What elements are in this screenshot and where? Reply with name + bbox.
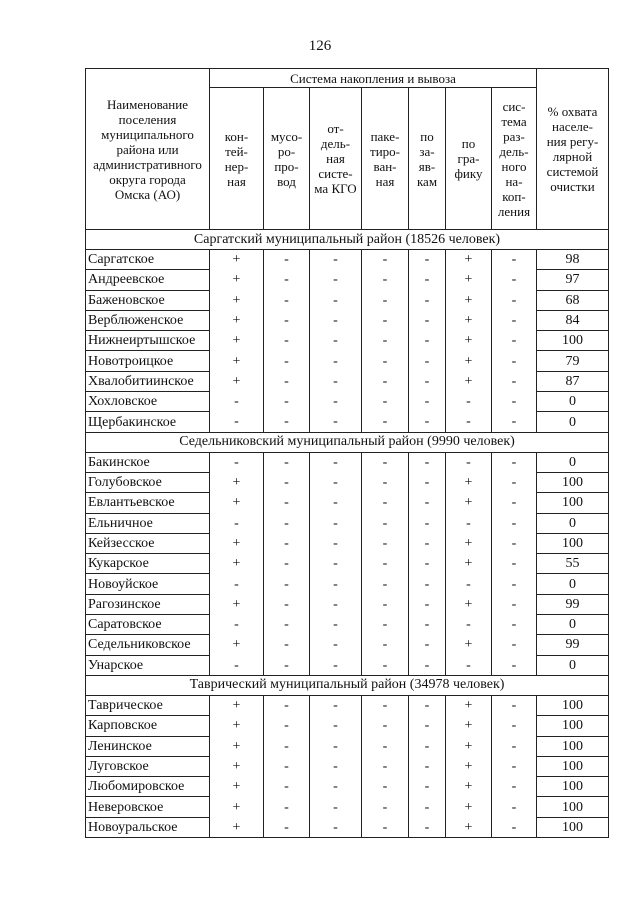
system-cell-6: - <box>446 392 492 412</box>
system-cell-1: + <box>210 533 264 553</box>
system-cell-5: - <box>409 615 446 635</box>
settlement-name: Бакинское <box>86 452 210 472</box>
table-row <box>86 695 609 715</box>
table-row <box>86 554 609 574</box>
coverage-percent: 100 <box>537 472 609 492</box>
system-cell-3: - <box>310 513 362 533</box>
system-cell-5: - <box>409 371 446 391</box>
system-cell-1: - <box>210 452 264 472</box>
system-cell-6: + <box>446 716 492 736</box>
system-cell-6: + <box>446 594 492 614</box>
settlement-name: Новоуральское <box>86 817 210 837</box>
settlement-name: Кукарское <box>86 554 210 574</box>
system-cell-7: - <box>492 392 537 412</box>
system-cell-1: - <box>210 574 264 594</box>
system-cell-5: - <box>409 250 446 270</box>
system-cell-3: - <box>310 756 362 776</box>
subheader-col-4: паке- тиро- ван- ная <box>362 88 409 230</box>
system-cell-6: + <box>446 331 492 351</box>
system-cell-6: + <box>446 635 492 655</box>
system-cell-2: - <box>264 513 310 533</box>
system-cell-1: + <box>210 270 264 290</box>
table-row <box>86 736 609 756</box>
settlement-name: Евлантьевское <box>86 493 210 513</box>
coverage-percent: 99 <box>537 635 609 655</box>
system-cell-2: - <box>264 290 310 310</box>
system-cell-6: + <box>446 290 492 310</box>
table-row <box>86 817 609 837</box>
coverage-percent: 100 <box>537 533 609 553</box>
settlement-name: Кейзесское <box>86 533 210 553</box>
system-cell-1: - <box>210 615 264 635</box>
system-cell-3: - <box>310 493 362 513</box>
section-header <box>86 432 609 452</box>
system-cell-5: - <box>409 533 446 553</box>
coverage-percent: 0 <box>537 615 609 635</box>
settlement-name: Карповское <box>86 716 210 736</box>
system-cell-4: - <box>362 817 409 837</box>
system-cell-7: - <box>492 716 537 736</box>
coverage-percent: 0 <box>537 452 609 472</box>
system-cell-6: - <box>446 574 492 594</box>
system-cell-4: - <box>362 736 409 756</box>
coverage-percent: 99 <box>537 594 609 614</box>
system-cell-3: - <box>310 716 362 736</box>
system-cell-3: - <box>310 574 362 594</box>
system-cell-1: + <box>210 777 264 797</box>
table-row <box>86 331 609 351</box>
coverage-percent: 100 <box>537 777 609 797</box>
system-cell-4: - <box>362 290 409 310</box>
table-row <box>86 412 609 432</box>
table-row <box>86 310 609 330</box>
system-cell-3: - <box>310 290 362 310</box>
coverage-percent: 55 <box>537 554 609 574</box>
system-cell-3: - <box>310 635 362 655</box>
table-row <box>86 574 609 594</box>
coverage-percent: 100 <box>537 736 609 756</box>
system-cell-5: - <box>409 574 446 594</box>
system-cell-4: - <box>362 412 409 432</box>
system-cell-2: - <box>264 472 310 492</box>
system-cell-2: - <box>264 412 310 432</box>
system-cell-1: + <box>210 310 264 330</box>
system-cell-2: - <box>264 554 310 574</box>
settlement-name: Рагозинское <box>86 594 210 614</box>
system-cell-4: - <box>362 594 409 614</box>
system-cell-5: - <box>409 817 446 837</box>
system-cell-5: - <box>409 797 446 817</box>
system-cell-2: - <box>264 574 310 594</box>
system-cell-1: + <box>210 493 264 513</box>
system-cell-6: + <box>446 533 492 553</box>
system-cell-1: + <box>210 797 264 817</box>
system-cell-1: + <box>210 554 264 574</box>
system-cell-1: + <box>210 756 264 776</box>
system-cell-6: - <box>446 513 492 533</box>
system-cell-4: - <box>362 472 409 492</box>
system-cell-7: - <box>492 513 537 533</box>
table-row <box>86 493 609 513</box>
system-cell-5: - <box>409 392 446 412</box>
system-cell-2: - <box>264 615 310 635</box>
table-row <box>86 371 609 391</box>
system-cell-1: - <box>210 412 264 432</box>
system-cell-6: + <box>446 777 492 797</box>
header-pct-col <box>537 69 609 230</box>
system-cell-1: - <box>210 655 264 675</box>
system-cell-3: - <box>310 817 362 837</box>
system-cell-5: - <box>409 472 446 492</box>
system-cell-2: - <box>264 331 310 351</box>
coverage-percent: 100 <box>537 817 609 837</box>
system-cell-4: - <box>362 554 409 574</box>
system-cell-7: - <box>492 533 537 553</box>
table-row <box>86 250 609 270</box>
system-cell-6: + <box>446 695 492 715</box>
system-cell-5: - <box>409 695 446 715</box>
coverage-percent: 100 <box>537 493 609 513</box>
coverage-percent: 100 <box>537 716 609 736</box>
system-cell-1: + <box>210 736 264 756</box>
system-cell-2: - <box>264 777 310 797</box>
table-row <box>86 716 609 736</box>
settlement-name: Голубовское <box>86 472 210 492</box>
system-cell-1: + <box>210 716 264 736</box>
table-row <box>86 777 609 797</box>
coverage-percent: 87 <box>537 371 609 391</box>
system-cell-4: - <box>362 777 409 797</box>
system-cell-5: - <box>409 635 446 655</box>
system-cell-7: - <box>492 655 537 675</box>
system-cell-5: - <box>409 351 446 371</box>
header-name-text: Наименование поселения муниципального района или административного округа города Омска (АО) <box>93 96 202 202</box>
coverage-percent: 0 <box>537 412 609 432</box>
system-cell-3: - <box>310 351 362 371</box>
table-row <box>86 290 609 310</box>
system-cell-4: - <box>362 493 409 513</box>
system-cell-2: - <box>264 716 310 736</box>
system-cell-4: - <box>362 756 409 776</box>
coverage-percent: 100 <box>537 695 609 715</box>
settlement-name: Ленинское <box>86 736 210 756</box>
system-cell-3: - <box>310 250 362 270</box>
subheader-col-5: по за- яв- кам <box>409 88 446 230</box>
table-row <box>86 270 609 290</box>
settlement-name: Новотроицкое <box>86 351 210 371</box>
system-cell-1: + <box>210 351 264 371</box>
header-name-col <box>86 69 210 230</box>
system-cell-7: - <box>492 270 537 290</box>
system-cell-1: + <box>210 594 264 614</box>
system-cell-5: - <box>409 716 446 736</box>
system-cell-7: - <box>492 736 537 756</box>
system-cell-6: + <box>446 736 492 756</box>
section-title: Таврический муниципальный район (34978 человек) <box>86 675 609 695</box>
system-cell-5: - <box>409 310 446 330</box>
waste-collection-table <box>85 68 609 838</box>
system-cell-7: - <box>492 797 537 817</box>
system-cell-3: - <box>310 777 362 797</box>
system-cell-1: + <box>210 817 264 837</box>
system-cell-7: - <box>492 412 537 432</box>
system-cell-3: - <box>310 695 362 715</box>
settlement-name: Щербакинское <box>86 412 210 432</box>
system-cell-7: - <box>492 452 537 472</box>
settlement-name: Хохловское <box>86 392 210 412</box>
section-header <box>86 230 609 250</box>
system-cell-6: + <box>446 250 492 270</box>
settlement-name: Неверовское <box>86 797 210 817</box>
subheader-col-3: от- дель- ная систе- ма КГО <box>310 88 362 230</box>
settlement-name: Саргатское <box>86 250 210 270</box>
system-cell-3: - <box>310 594 362 614</box>
coverage-percent: 100 <box>537 756 609 776</box>
system-cell-4: - <box>362 716 409 736</box>
settlement-name: Любомировское <box>86 777 210 797</box>
system-cell-2: - <box>264 493 310 513</box>
system-cell-4: - <box>362 452 409 472</box>
system-cell-6: + <box>446 817 492 837</box>
coverage-percent: 97 <box>537 270 609 290</box>
subheader-col-2: мусо- ро- про- вод <box>264 88 310 230</box>
system-cell-4: - <box>362 695 409 715</box>
system-cell-4: - <box>362 371 409 391</box>
system-cell-7: - <box>492 371 537 391</box>
system-cell-5: - <box>409 290 446 310</box>
system-cell-5: - <box>409 736 446 756</box>
subheader-col-1: кон- тей- нер- ная <box>210 88 264 230</box>
system-cell-5: - <box>409 777 446 797</box>
system-cell-6: - <box>446 412 492 432</box>
system-cell-5: - <box>409 270 446 290</box>
settlement-name: Верблюженское <box>86 310 210 330</box>
system-cell-5: - <box>409 756 446 776</box>
system-cell-5: - <box>409 655 446 675</box>
settlement-name: Таврическое <box>86 695 210 715</box>
system-cell-1: + <box>210 331 264 351</box>
system-cell-5: - <box>409 594 446 614</box>
system-cell-7: - <box>492 635 537 655</box>
system-cell-7: - <box>492 817 537 837</box>
system-cell-3: - <box>310 452 362 472</box>
system-cell-5: - <box>409 513 446 533</box>
system-cell-3: - <box>310 797 362 817</box>
system-cell-6: - <box>446 615 492 635</box>
coverage-percent: 98 <box>537 250 609 270</box>
system-cell-1: + <box>210 371 264 391</box>
table-row <box>86 513 609 533</box>
coverage-percent: 100 <box>537 797 609 817</box>
system-cell-4: - <box>362 513 409 533</box>
system-cell-2: - <box>264 594 310 614</box>
header-pct-text: % охвата населе- ния регу- лярной системой очистки <box>546 104 599 194</box>
coverage-percent: 100 <box>537 331 609 351</box>
settlement-name: Седельниковское <box>86 635 210 655</box>
system-cell-4: - <box>362 270 409 290</box>
system-cell-2: - <box>264 351 310 371</box>
system-cell-3: - <box>310 655 362 675</box>
system-cell-4: - <box>362 250 409 270</box>
system-cell-7: - <box>492 472 537 492</box>
settlement-name: Хвалобитиинское <box>86 371 210 391</box>
system-cell-5: - <box>409 452 446 472</box>
table-row <box>86 655 609 675</box>
system-cell-3: - <box>310 412 362 432</box>
system-cell-7: - <box>492 493 537 513</box>
system-cell-7: - <box>492 310 537 330</box>
system-cell-7: - <box>492 574 537 594</box>
coverage-percent: 0 <box>537 655 609 675</box>
system-cell-3: - <box>310 472 362 492</box>
system-cell-7: - <box>492 615 537 635</box>
system-cell-2: - <box>264 817 310 837</box>
section-title: Седельниковский муниципальный район (9990 человек) <box>86 432 609 452</box>
system-cell-5: - <box>409 412 446 432</box>
system-cell-6: + <box>446 270 492 290</box>
system-cell-3: - <box>310 533 362 553</box>
settlement-name: Нижнеиртышское <box>86 331 210 351</box>
system-cell-2: - <box>264 371 310 391</box>
system-cell-7: - <box>492 290 537 310</box>
section-title: Саргатский муниципальный район (18526 человек) <box>86 230 609 250</box>
coverage-percent: 0 <box>537 392 609 412</box>
system-cell-5: - <box>409 331 446 351</box>
system-cell-3: - <box>310 392 362 412</box>
table-row <box>86 756 609 776</box>
system-cell-1: - <box>210 513 264 533</box>
subheader-col-7: сис- тема раз- дель- ного на- коп- ления <box>492 88 537 230</box>
system-cell-3: - <box>310 270 362 290</box>
table-row <box>86 594 609 614</box>
system-cell-2: - <box>264 533 310 553</box>
system-cell-7: - <box>492 250 537 270</box>
table-row <box>86 615 609 635</box>
system-cell-4: - <box>362 310 409 330</box>
system-cell-4: - <box>362 351 409 371</box>
system-cell-6: + <box>446 310 492 330</box>
system-cell-3: - <box>310 554 362 574</box>
system-cell-1: + <box>210 290 264 310</box>
section-header <box>86 675 609 695</box>
system-cell-4: - <box>362 655 409 675</box>
settlement-name: Андреевское <box>86 270 210 290</box>
settlement-name: Саратовское <box>86 615 210 635</box>
table-row <box>86 797 609 817</box>
system-cell-2: - <box>264 756 310 776</box>
header-group: Система накопления и вывоза <box>210 69 537 88</box>
system-cell-1: + <box>210 695 264 715</box>
table-row <box>86 635 609 655</box>
system-cell-4: - <box>362 615 409 635</box>
system-cell-2: - <box>264 655 310 675</box>
settlement-name: Унарское <box>86 655 210 675</box>
system-cell-6: - <box>446 655 492 675</box>
system-cell-6: + <box>446 472 492 492</box>
system-cell-3: - <box>310 310 362 330</box>
system-cell-7: - <box>492 756 537 776</box>
system-cell-2: - <box>264 736 310 756</box>
settlement-name: Луговское <box>86 756 210 776</box>
system-cell-7: - <box>492 331 537 351</box>
system-cell-7: - <box>492 695 537 715</box>
system-cell-6: + <box>446 797 492 817</box>
system-cell-6: + <box>446 554 492 574</box>
table-row <box>86 392 609 412</box>
system-cell-2: - <box>264 695 310 715</box>
table-row <box>86 533 609 553</box>
system-cell-7: - <box>492 594 537 614</box>
coverage-percent: 79 <box>537 351 609 371</box>
system-cell-2: - <box>264 452 310 472</box>
system-cell-4: - <box>362 392 409 412</box>
system-cell-2: - <box>264 270 310 290</box>
system-cell-1: - <box>210 392 264 412</box>
system-cell-7: - <box>492 554 537 574</box>
system-cell-3: - <box>310 331 362 351</box>
coverage-percent: 0 <box>537 574 609 594</box>
system-cell-5: - <box>409 554 446 574</box>
system-cell-7: - <box>492 351 537 371</box>
system-cell-6: + <box>446 351 492 371</box>
page-number: 126 <box>308 38 332 54</box>
subheader-col-6: по гра- фику <box>446 88 492 230</box>
system-cell-4: - <box>362 331 409 351</box>
system-cell-3: - <box>310 736 362 756</box>
system-cell-4: - <box>362 635 409 655</box>
settlement-name: Новоуйское <box>86 574 210 594</box>
system-cell-2: - <box>264 310 310 330</box>
system-cell-3: - <box>310 615 362 635</box>
table-row <box>86 472 609 492</box>
system-cell-4: - <box>362 533 409 553</box>
system-cell-6: + <box>446 493 492 513</box>
table-row <box>86 351 609 371</box>
coverage-percent: 84 <box>537 310 609 330</box>
system-cell-6: - <box>446 452 492 472</box>
system-cell-2: - <box>264 250 310 270</box>
coverage-percent: 68 <box>537 290 609 310</box>
system-cell-2: - <box>264 635 310 655</box>
system-cell-2: - <box>264 797 310 817</box>
system-cell-3: - <box>310 371 362 391</box>
system-cell-2: - <box>264 392 310 412</box>
system-cell-6: + <box>446 756 492 776</box>
system-cell-5: - <box>409 493 446 513</box>
system-cell-1: + <box>210 250 264 270</box>
system-cell-7: - <box>492 777 537 797</box>
table-row <box>86 452 609 472</box>
system-cell-4: - <box>362 574 409 594</box>
system-cell-1: + <box>210 472 264 492</box>
settlement-name: Ельничное <box>86 513 210 533</box>
system-cell-1: + <box>210 635 264 655</box>
system-cell-4: - <box>362 797 409 817</box>
coverage-percent: 0 <box>537 513 609 533</box>
system-cell-6: + <box>446 371 492 391</box>
settlement-name: Баженовское <box>86 290 210 310</box>
